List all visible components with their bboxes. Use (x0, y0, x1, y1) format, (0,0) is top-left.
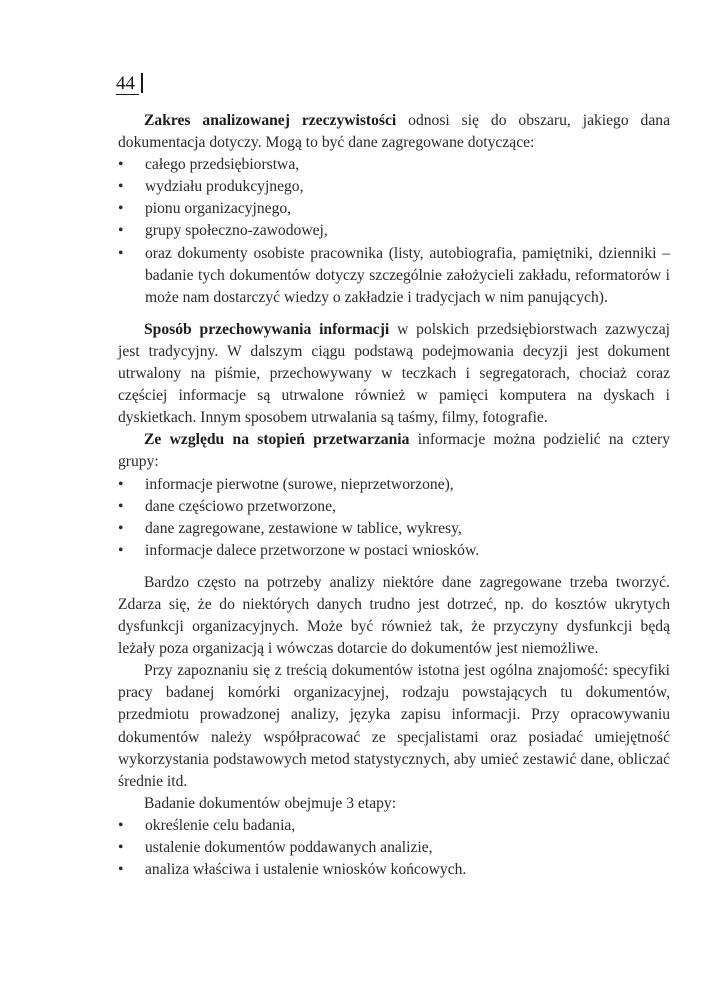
bullet-icon: • (118, 541, 124, 559)
processing-list (118, 474, 670, 562)
stages-list (118, 815, 670, 881)
bullet-icon: • (118, 200, 124, 218)
list-item (118, 859, 670, 881)
list-item (118, 518, 670, 540)
list-item-text: oraz dokumenty osobiste pracownika (listy, autobiografia, pamiętniki, dzienniki – badanie tych dokumentów dotyczy szczególnie założycieli zakładu, reformatorów i może nam dostarczyć wiedzy o zakładzie i tradycjach w nim panujących). (145, 244, 670, 306)
list-item-text: grupy społeczno-zawodowej, (145, 222, 328, 240)
paragraph-processing (118, 429, 670, 473)
paragraph-processing-text: informacje można podzielić na cztery grupy: (118, 431, 670, 471)
list-item-text: informacje dalece przetworzone w postaci wniosków. (145, 541, 480, 559)
list-item-text: pionu organizacyjnego, (145, 200, 292, 218)
bullet-icon: • (118, 519, 124, 537)
heading-processing: Ze względu na stopień przetwarzania (144, 431, 410, 449)
list-item (118, 496, 670, 518)
heading-scope: Zakres analizowanej rzeczywistości (144, 112, 397, 129)
list-item (118, 198, 670, 220)
list-item-text: całego przedsiębiorstwa, (145, 156, 300, 174)
bullet-icon: • (118, 475, 124, 493)
bullet-icon: • (118, 861, 124, 879)
list-item (118, 243, 670, 309)
paragraph-scope-text: odnosi się do obszaru, jakiego dana dokumentacja dotyczy. Mogą to być dane zagregowane dotyczące: (118, 112, 670, 152)
list-item (118, 176, 670, 198)
page-number (116, 73, 143, 95)
bullet-icon: • (118, 816, 124, 834)
page-content (118, 110, 670, 881)
page-number-rule (141, 73, 143, 93)
scope-list (118, 154, 670, 309)
bullet-icon: • (118, 222, 124, 240)
list-item (118, 474, 670, 496)
bullet-icon: • (118, 244, 124, 262)
heading-storage: Sposób przechowywania informacji (144, 320, 390, 338)
bullet-icon: • (118, 497, 124, 515)
list-item (118, 837, 670, 859)
list-item-text: dane zagregowane, zestawione w tablice, wykresy, (145, 519, 462, 537)
bullet-icon: • (118, 156, 124, 174)
paragraph-stages: Badanie dokumentów obejmuje 3 etapy: (144, 794, 397, 812)
paragraph-knowledge: Przy zapoznaniu się z treścią dokumentów istotna jest ogólna znajomość: specyfiki pracy badanej komórki organizacyjnej, rodzaju powstających tu dokumentów, przedmiotu prowadzonej analizy, języka zapisu informacji. Przy opracowywaniu dokumentów należy współpracować ze specjalistami oraz posiadać umiejętność wykorzystania podstawowych metod statystycznych, aby umieć zestawić dane, obliczać średnie itd. (118, 662, 670, 790)
list-item-text: analiza właściwa i ustalenie wniosków końcowych. (145, 861, 467, 879)
bullet-icon: • (118, 839, 124, 856)
list-item (118, 815, 670, 837)
list-item (118, 540, 670, 562)
list-item-text: informacje pierwotne (surowe, nieprzetworzone), (145, 475, 454, 493)
paragraph-scope (118, 110, 670, 154)
paragraph-storage-text: w polskich przedsiębiorstwach zazwyczaj jest tradycyjny. W dalszym ciągu podstawą podejmowania decyzji jest dokument utrwalony na piśmie, przechowywany w teczkach i segregatorach, chociaż coraz częściej informacje są utrwalone również w pamięci komputera na dyskach i dyskietkach. Innym sposobem utrwalania są taśmy, filmy, fotografie. (118, 320, 670, 427)
page-number-text: 44 (116, 73, 139, 95)
paragraph-storage (118, 319, 670, 429)
paragraph-aggregation: Bardzo często na potrzeby analizy niektóre dane zagregowane trzeba tworzyć. Zdarza się, że do niektórych danych trudno jest dotrzeć, np. do kosztów ukrytych dysfunkcji organizacyjnych. Może być również tak, że przyczyny dysfunkcji będą leżały poza organizacją i wówczas dotarcie do dokumentów jest niemożliwe. (118, 573, 670, 658)
list-item-text: wydziału produkcyjnego, (145, 178, 304, 196)
list-item-text: dane częściowo przetworzone, (145, 497, 336, 515)
list-item-text: ustalenie dokumentów poddawanych analizie, (145, 839, 433, 856)
list-item (118, 220, 670, 242)
list-item (118, 154, 670, 176)
bullet-icon: • (118, 178, 124, 196)
list-item-text: określenie celu badania, (145, 816, 296, 834)
